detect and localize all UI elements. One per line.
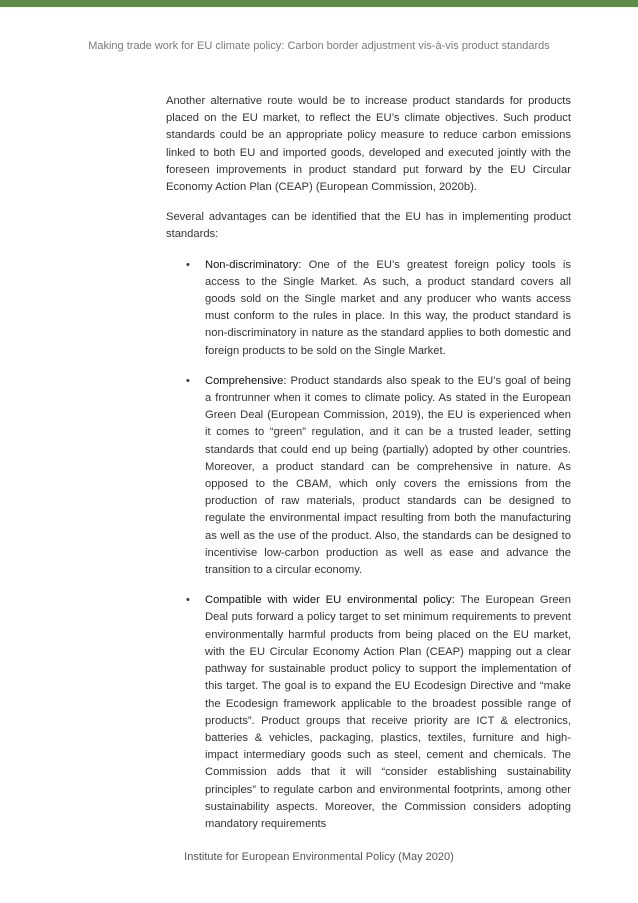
bullet-title: Comprehensive: — [205, 374, 287, 387]
bullet-title: Compatible with wider EU environmental policy: — [205, 594, 455, 607]
header-accent-bar — [0, 0, 638, 7]
advantages-list — [166, 257, 571, 834]
running-header: Making trade work for EU climate policy: Carbon border adjustment vis-à-vis product standards — [88, 40, 550, 52]
body-paragraph-2: Several advantages can be identified that the EU has in implementing product standards: — [166, 211, 571, 241]
bullet-text: Product standards also speak to the EU’s goal of being a frontrunner when it comes to climate policy. As stated in the European Green Deal (European Commission, 2019), the EU is experienced when it comes to “green” regulation, and it can be a trusted leader, setting standards that could end up being (partially) adopted by other countries. Moreover, a product standard can be comprehensive in nature. As opposed to the CBAM, which only covers the emissions from the production of raw materials, product standards can be designed to regulate the environmental impact resulting from both the manufacturing as well as the use of the product. Also, the standards can be designed to incentivise low-carbon production as well as ease and advance the transition to a circular economy. — [205, 374, 571, 577]
bullet-text: One of the EU’s greatest foreign policy tools is access to the Single Market. As such, a product standard covers all goods sold on the Single market and any producer who wants access must conform to the rules in place. In this way, the product standard is non-discriminatory in nature as the standard applies to both domestic and foreign products to be sold on the Single Market. — [205, 258, 571, 357]
bullet-icon: • — [186, 374, 190, 387]
page-footer: Institute for European Environmental Policy (May 2020) — [184, 851, 454, 863]
bullet-icon: • — [186, 594, 190, 607]
list-item — [166, 373, 571, 579]
bullet-title: Non-discriminatory: — [205, 258, 302, 271]
list-item — [166, 257, 571, 360]
body-paragraph-1: Another alternative route would be to increase product standards for products placed on the EU market, to reflect the EU’s climate objectives. Such product standards could be an appropriate policy measure to reduce carbon emissions linked to both EU and imported goods, developed and executed jointly with the foreseen improvements in product standard put forward by the EU Circular Economy Action Plan (CEAP) (European Commission, 2020b). — [166, 95, 571, 194]
document-body — [166, 93, 571, 846]
bullet-icon: • — [186, 258, 190, 271]
list-item — [166, 592, 571, 833]
bullet-text: The European Green Deal puts forward a policy target to set minimum requirements to prevent environmentally harmful products from being placed on the EU market, with the EU Circular Economy Action Plan (CEAP) mapping out a clear pathway for sustainable product policy to support the implementation of this target. The goal is to expand the EU Ecodesign Directive and “make the Ecodesign framework applicable to the broadest possible range of products”. Product groups that receive priority are ICT & electronics, batteries & vehicles, packaging, plastics, textiles, furniture and high-impact intermediary goods such as steel, cement and chemicals. The Commission adds that it will “consider establishing sustainability principles” to regulate carbon and environmental footprints, among other sustainability aspects. Moreover, the Commission considers adopting mandatory requirements — [205, 594, 571, 830]
